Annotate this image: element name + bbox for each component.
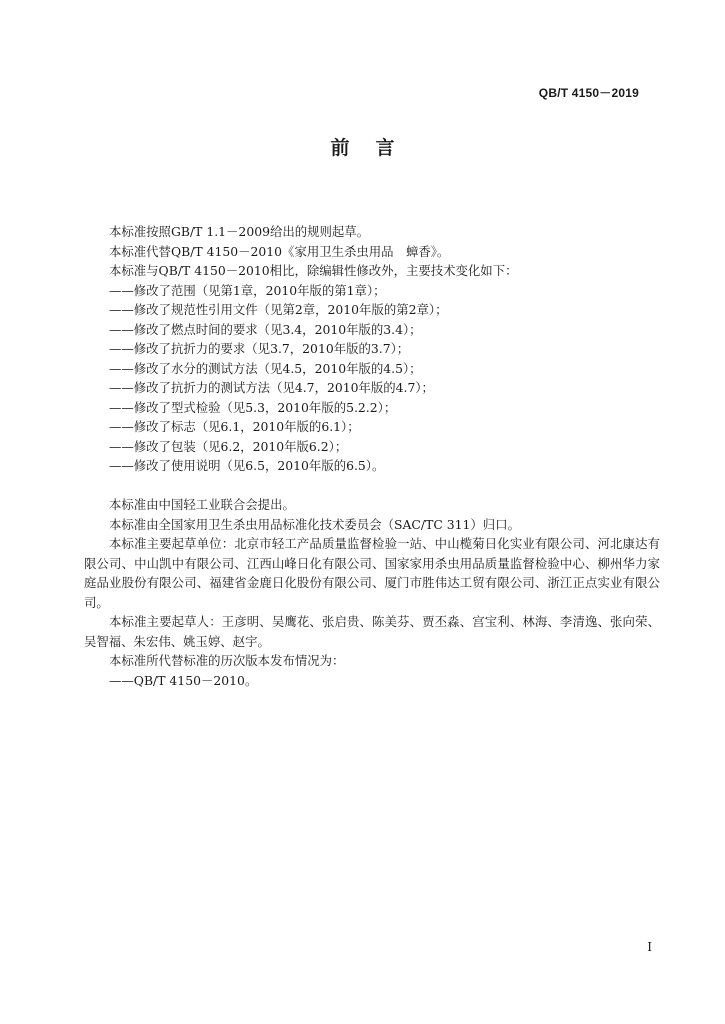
list-item: ——修改了燃点时间的要求（见3.4，2010年版的3.4）；	[109, 321, 422, 337]
standard-code: QB/T 4150－2019	[538, 86, 639, 100]
list-item: ——修改了范围（见第1章，2010年版的第1章）；	[109, 282, 386, 298]
paragraph-drafting-units: 本标准主要起草单位：北京市轻工产品质量监督检验一站、中山榄菊日化实业有限公司、河北康达有限公司、中山凯中有限公司、江西山峰日化有限公司、国家家用杀虫用品质量监督检验中心、柳州华力家庭品业股份有限公司、福建省金鹿日化股份有限公司、厦门市胜伟达工贸有限公司、浙江正点实业有限公司。	[84, 536, 660, 610]
paragraph-drafting-rules: 本标准按照GB/T 1.1－2009给出的规则起草。	[109, 224, 370, 239]
list-item: ——修改了水分的测试方法（见4.5，2010年版的4.5）；	[109, 360, 422, 376]
paragraph-drafters: 本标准主要起草人：王彦明、吴鹰花、张启贵、陈美芬、贾丕淼、宫宝利、林海、李清逸、张向荣、吴智福、朱宏伟、姚玉婷、赵宇。	[84, 614, 660, 649]
paragraph-history-intro: 本标准所代替标准的历次版本发布情况为：	[109, 653, 345, 668]
page-title: 前言	[330, 137, 421, 159]
list-item: ——修改了包装（见6.2，2010年版6.2）；	[109, 438, 348, 454]
history-list	[84, 671, 660, 691]
foreword-body	[84, 222, 660, 690]
list-item: ——修改了标志（见6.1，2010年版的6.1）；	[109, 419, 360, 434]
paragraph-replaces: 本标准代替QB/T 4150－2010《家用卫生杀虫用品 蟑香》。	[109, 243, 450, 259]
list-item: ——修改了型式检验（见5.3，2010年版的5.2.2）；	[109, 399, 397, 415]
paragraph-proposed-by: 本标准由中国轻工业联合会提出。	[109, 497, 295, 512]
changes-list	[84, 281, 660, 476]
list-item: ——修改了抗折力的测试方法（见4.7，2010年版的4.7）；	[109, 380, 434, 395]
list-item: ——修改了抗折力的要求（见3.7，2010年版的3.7）；	[109, 341, 410, 356]
page-number: I	[647, 940, 652, 954]
list-item: ——QB/T 4150－2010。	[109, 672, 258, 688]
list-item: ——修改了规范性引用文件（见第2章，2010年版的第2章）；	[109, 302, 448, 317]
list-item: ——修改了使用说明（见6.5，2010年版的6.5）。	[109, 458, 385, 473]
spacer	[84, 476, 660, 496]
paragraph-under-jurisdiction: 本标准由全国家用卫生杀虫用品标准化技术委员会（SAC/TC 311）归口。	[109, 516, 520, 532]
paragraph-changes-intro: 本标准与QB/T 4150－2010相比，除编辑性修改外，主要技术变化如下：	[109, 263, 518, 278]
